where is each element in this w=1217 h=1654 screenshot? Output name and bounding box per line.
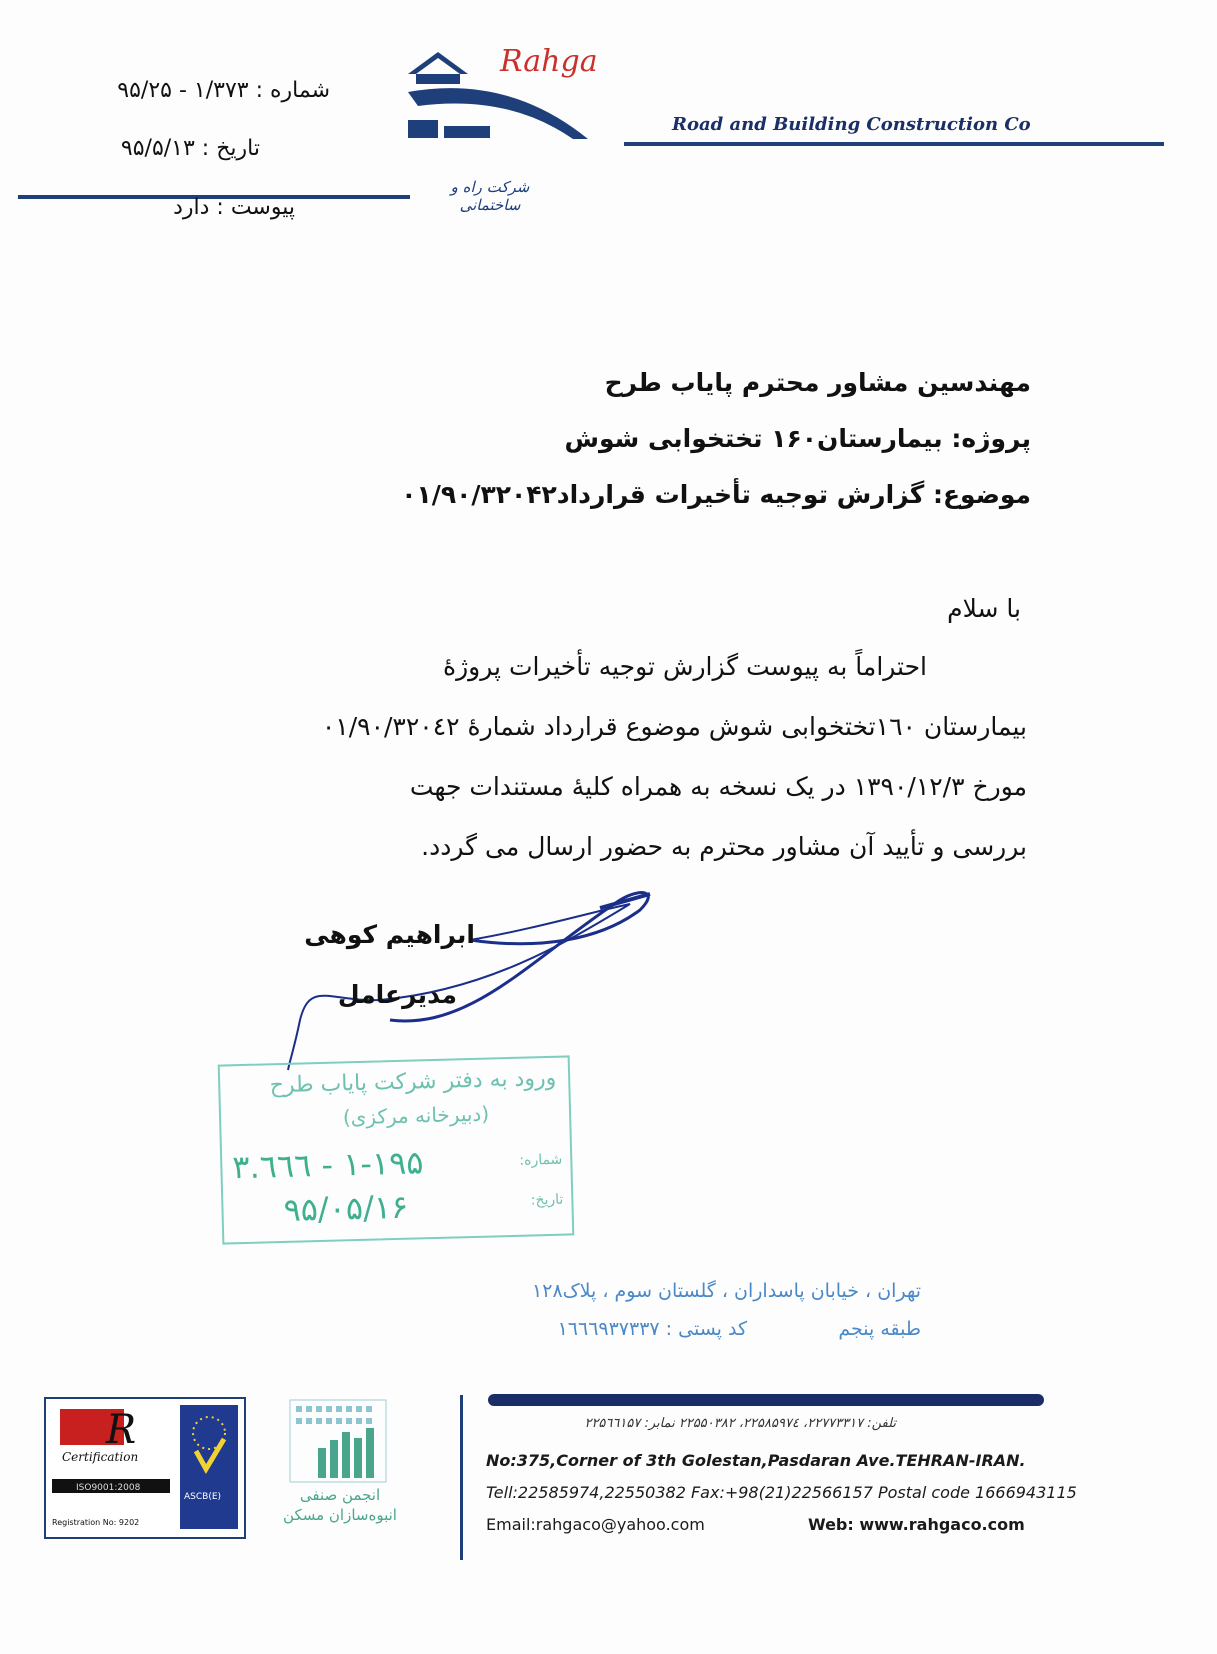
footer-postal-fa: کد پستی : ۱٦٦٦۹۳۷۳۳۷ [557, 1318, 747, 1340]
body-line: بررسی و تأیید آن مشاور محترم به حضور ارسال می گردد. [421, 832, 1027, 861]
letter-greeting: با سلام [947, 594, 1021, 623]
footer-web: Web: www.rahgaco.com [808, 1515, 1025, 1534]
footer-address-fa: تهران ، خیابان پاسداران ، گلستان سوم ، پلاک۱۲۸ [532, 1280, 921, 1302]
header-divider-right [624, 142, 1164, 146]
letter-number: شماره : ۱/۳۷۳ - ۹۵/۲۵ [117, 78, 330, 103]
stamp-line-1: ورود به دفتر شرکت پایاب طرح [269, 1065, 557, 1099]
logo-persian-text: شرکت راه و ساختمانی [450, 178, 530, 214]
stamp-date-label: تاریخ: [530, 1191, 564, 1209]
cert-registration: Registration No: 9202 [52, 1518, 140, 1527]
cert-text: Certification [62, 1450, 139, 1464]
body-line: مورخ ۱۳۹۰/۱۲/۳ در یک نسخه به همراه کلیۀ مستندات جهت [409, 772, 1027, 801]
footer-address-en: No:375,Corner of 3th Golestan,Pasdaran Ave.TEHRAN-IRAN. [486, 1451, 1026, 1470]
footer-floor-fa: طبقه پنجم [838, 1318, 921, 1340]
signer-title: مدیرعامل [337, 980, 457, 1009]
stamp-number-label: شماره: [519, 1151, 563, 1169]
cert-brand: ASCB(E) [184, 1492, 222, 1502]
anjoman-text-2: انبوه‌سازان مسکن [283, 1506, 397, 1524]
company-name-en: Road and Building Construction Co [672, 114, 1031, 135]
logo-latin-text: Rahga [500, 44, 598, 79]
cert-iso: ISO9001:2008 [76, 1483, 141, 1493]
anjoman-text-1: انجمن صنفی [299, 1486, 381, 1504]
stamp-line-2: (دبیرخانه مرکزی) [342, 1101, 490, 1130]
body-line: احتراماً به پیوست گزارش توجیه تأخیرات پروژۀ [443, 652, 927, 681]
stamp-number-value: ۱-۱۹۵ - ٦٦٦.۳ [231, 1143, 424, 1187]
letter-project: پروژه: بیمارستان۱۶۰ تختخوابی شوش [564, 424, 1031, 453]
svg-text:R: R [106, 1407, 137, 1453]
letter-subject: موضوع: گزارش توجیه تأخیرات قرارداد۰۱/۹۰/۳۲۰۴۲ [401, 480, 1031, 509]
footer-struck-out-address [488, 1394, 1044, 1406]
handwritten-signature [270, 880, 700, 1080]
letter-recipient: مهندسین مشاور محترم پایاب طرح [604, 368, 1031, 397]
footer-divider [460, 1395, 463, 1560]
footer-phones-fa: تلفن: ۲۲۷۷۳۳۱۷، ۲۲۵۸۵۹۷٤، ۲۲۵۵۰۳۸۲ نمابر: ۲۲۵٦٦۱۵۷ [584, 1416, 896, 1431]
stamp-date-value: ۹۵/۰۵/۱۶ [283, 1187, 409, 1229]
certification-badge [44, 1397, 246, 1539]
letter-attachment: پیوست : دارد [173, 195, 295, 220]
body-line: بیمارستان ۱٦۰تختخوابی شوش موضوع قرارداد شمارۀ ۰۱/۹۰/۳۲۰٤۲ [321, 712, 1027, 741]
anjoman-building-logo-icon [288, 1398, 388, 1484]
signer-name: ابراهیم کوهی [304, 920, 475, 949]
footer-contact-en: Tell:22585974,22550382 Fax:+98(21)22566157 Postal code 1666943115 [486, 1483, 1077, 1502]
received-stamp [218, 1055, 575, 1244]
footer-email: Email:rahgaco@yahoo.com [486, 1515, 705, 1534]
certification-logo-icon [46, 1399, 244, 1537]
letter-date: تاریخ : ۹۵/۵/۱۳ [120, 136, 260, 161]
